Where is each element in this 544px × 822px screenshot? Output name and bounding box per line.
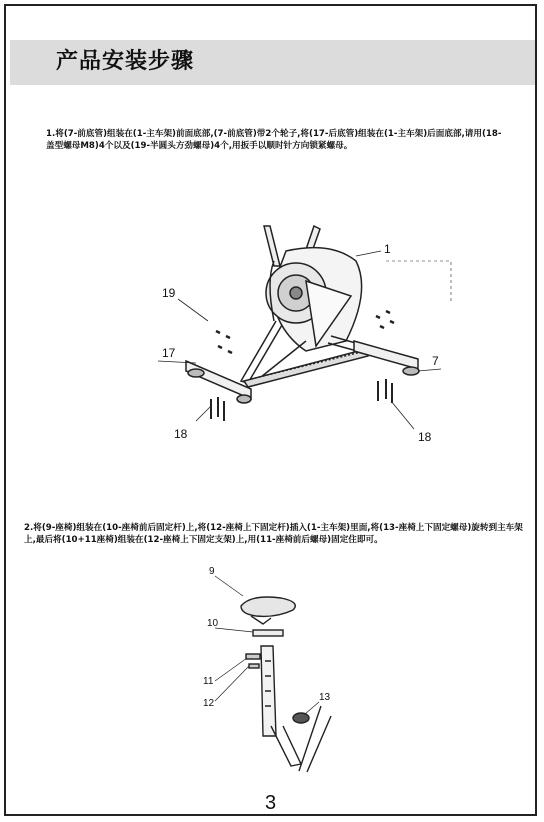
bike-frame-drawing xyxy=(158,226,451,429)
callout-17: 17 xyxy=(162,346,176,360)
callout-1: 1 xyxy=(384,242,391,256)
callout-19: 19 xyxy=(162,286,176,300)
callout-13: 13 xyxy=(319,692,331,703)
callout-18-right: 18 xyxy=(418,430,432,444)
figure-2-seat-assembly xyxy=(201,566,361,776)
callout-12: 12 xyxy=(203,698,215,709)
header-bar xyxy=(10,40,535,85)
callout-18-left: 18 xyxy=(174,427,188,441)
step-1-text: 1.将(7-前底管)组装在(1-主车架)前面底部,(7-前底管)带2个轮子,将(17-后底管)组装在(1-主车架)后面底部,请用(18-盖型螺母M8)4个以及(19-半圆头方劲螺母)4个,用扳手以顺时针方向锁紧螺母。 xyxy=(46,129,502,151)
page-number: 3 xyxy=(264,792,277,814)
manual-page xyxy=(4,4,537,816)
callout-7: 7 xyxy=(432,354,439,368)
page-title: 产品安装步骤 xyxy=(56,49,195,74)
callout-10: 10 xyxy=(207,618,219,629)
step-2-text: 2.将(9-座椅)组装在(10-座椅前后固定杆)上,将(12-座椅上下固定杆)插入(1-主车架)里面,将(13-座椅上下固定螺母)旋转到主车架上,最后将(10+11座椅)组装在(12-座椅上下固定支架)上,用(11-座椅前后螺母)固定住即可。 xyxy=(24,523,523,545)
seat-drawing xyxy=(215,576,331,772)
callout-9: 9 xyxy=(209,566,215,577)
figure-1-frame-assembly xyxy=(156,221,456,451)
callout-11: 11 xyxy=(203,676,214,687)
